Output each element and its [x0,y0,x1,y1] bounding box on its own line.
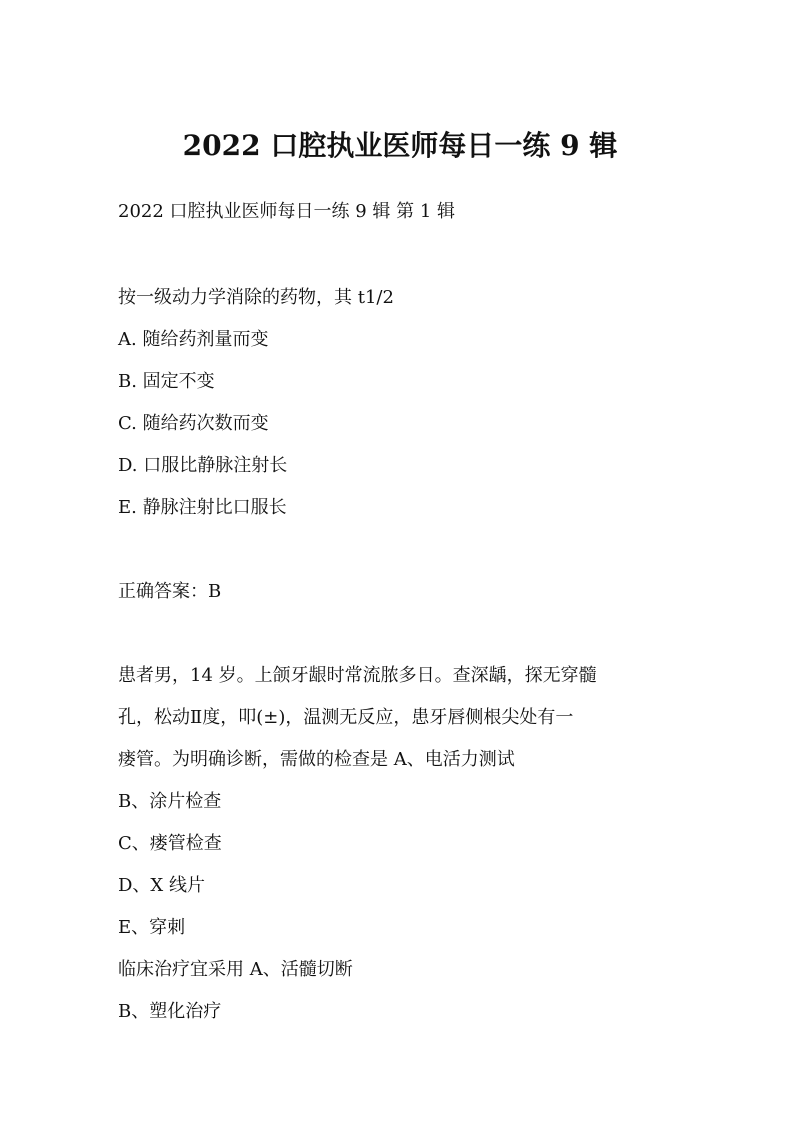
question-1-option-c: C. 随给药次数而变 [118,413,269,434]
document-title: 2022 口腔执业医师每日一练 9 辑 [182,129,618,162]
question-2-option-e: E、穿刺 [118,917,186,938]
question-3-option-b: B、塑化治疗 [118,1001,222,1022]
document-subtitle: 2022 口腔执业医师每日一练 9 辑 第 1 辑 [118,201,456,222]
question-1-option-e: E. 静脉注射比口服长 [118,497,287,518]
question-3-stem: 临床治疗宜采用 A、活髓切断 [118,959,353,980]
question-2-stem-line-2: 孔，松动Ⅱ度，叩(±)，温测无反应，患牙唇侧根尖处有一 [118,707,574,728]
question-2-stem-line-1: 患者男，14 岁。上颌牙龈时常流脓多日。查深龋，探无穿髓 [118,665,597,686]
question-1-option-d: D. 口服比静脉注射长 [118,455,288,476]
question-2-option-c: C、瘘管检查 [118,833,222,854]
question-1-answer: 正确答案：B [118,581,222,602]
question-1-option-b: B. 固定不变 [118,371,215,392]
question-2-option-d: D、X 线片 [118,875,205,896]
question-1-option-a: A. 随给药剂量而变 [118,329,269,350]
question-1-stem: 按一级动力学消除的药物，其 t1/2 [118,287,394,308]
question-2-option-b: B、涂片检查 [118,791,222,812]
question-2-stem-line-3: 瘘管。为明确诊断，需做的检查是 A、电活力测试 [118,749,515,770]
